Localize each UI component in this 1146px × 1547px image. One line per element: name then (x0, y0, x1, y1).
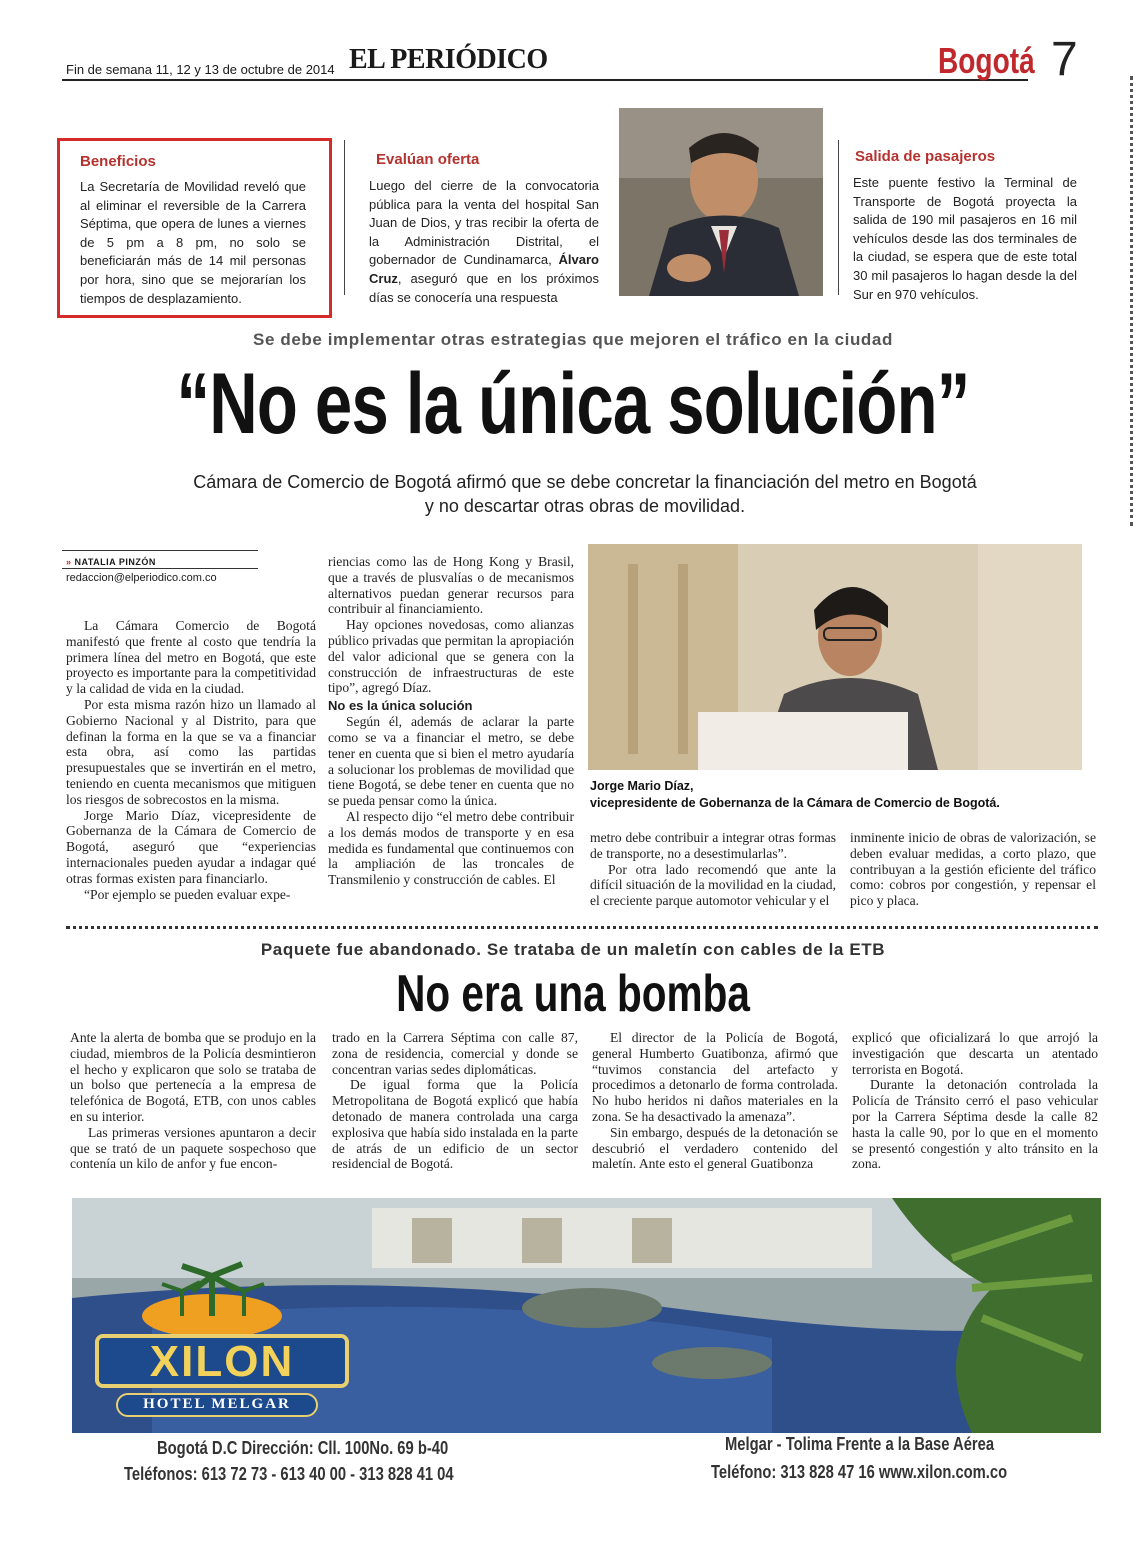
brief-title-beneficios: Beneficios (80, 153, 156, 170)
brief-separator (838, 140, 839, 295)
paragraph: inminente inicio de obras de valorización, se deben evaluar medidas, a corto plazo, que contribuyan a la gestión eficiente del tráfico como: cobros por congestión, y repensar el pico y placa. (850, 830, 1096, 909)
paragraph: Ante la alerta de bomba que se produjo en la ciudad, miembros de la Policía desmintieron el hecho y explicaron que solo se trataba de un bolso que pertenecía a la empresa de telefónica de Bogotá, ETB, con unos cables en su interior. (70, 1030, 316, 1124)
photo-caption (590, 778, 1070, 812)
paragraph: Durante la detonación controlada la Policía de Tránsito cerró el paso vehicular por la Carrera Séptima desde la calle 82 hasta la calle 90, por lo que en el momento se presentó congestión y alto tránsito en la zona. (852, 1077, 1098, 1172)
paragraph: “Por ejemplo se pueden evaluar expe- (84, 886, 291, 902)
portrait-photo-alvaro-cruz (619, 108, 823, 296)
brief-body-beneficios: La Secretaría de Movilidad reveló que al eliminar el reversible de la Carrera Séptima, que opera de lunes a viernes de 5 pm a 8 pm, no solo se beneficiarán más de 14 mil personas por hora, sino que se mejorarían los tiempos de desplazamiento. (80, 179, 306, 306)
caption-name: Jorge Mario Díaz, (590, 779, 694, 793)
brief-separator (344, 140, 345, 295)
main-column-4 (850, 830, 1096, 909)
author-email: redaccion@elperiodico.com.co (66, 572, 217, 584)
brief-body-salida: Este puente festivo la Terminal de Transporte de Bogotá proyecta la salida de 190 mil pasajeros en 16 mil vehículos desde las dos terminales de la ciudad, se espera que de este total 30 mil pasajeros lo hagan desde la del Sur en 970 vehículos. (853, 175, 1077, 302)
page-edge-perforation (1123, 76, 1133, 526)
second-column-2 (332, 1030, 578, 1172)
paragraph: Por esta misma razón hizo un llamado al Gobierno Nacional y al Distrito, para que definan la forma en la que se va a financiar esta obra, así como las partidas presupuestales que se invertirán en el metro, teniendo en cuenta mecanismos que mitiguen los riesgos de sobrecostos en la misma. (66, 696, 316, 807)
brief-title-salida: Salida de pasajeros (855, 148, 996, 165)
header-rule (62, 79, 1028, 81)
brief-title-evaluan: Evalúan oferta (376, 151, 480, 168)
main-headline: “No es la única solución” (176, 356, 970, 452)
paragraph: riencias como las de Hong Kong y Brasil, que a través de plusvalías o de mecanismos alternativos puedan generar recursos para contribuir al financiamiento. (328, 554, 574, 617)
main-column-3 (590, 830, 836, 909)
second-kicker: Paquete fue abandonado. Se trataba de un maletín con cables de la ETB (260, 940, 886, 959)
paragraph: Según él, además de aclarar la parte como se va a financiar el metro, se debe tener en cuenta que si bien el metro ayudaría a solucionar los problemas de movilidad que tiene Bogotá, se debe tener en cuenta que no se pueda pensar como la única. (328, 714, 574, 809)
page-number: 7 (1051, 33, 1078, 86)
hotel-brand: XILON (149, 1337, 295, 1386)
main-column-2 (328, 554, 574, 888)
paragraph: Las primeras versiones apuntaron a decir que se trató de un paquete sospechoso que contenía un kilo de anfor y fue encon- (70, 1124, 316, 1172)
second-column-3 (592, 1030, 838, 1172)
paragraph: metro debe contribuir a integrar otras formas de transporte, no a desestimularlas”. (590, 830, 836, 861)
byline: » NATALIA PINZÓN (66, 557, 156, 567)
paragraph: Por otra lado recomendó que ante la difícil situación de la movilidad en la ciudad, el creciente parque automotor vehicular y el (590, 861, 836, 909)
byline-rule (62, 568, 258, 569)
hotel-advertisement[interactable] (72, 1198, 1101, 1433)
paragraph: Sin embargo, después de la detonación se descubrió el verdadero contenido del maletín. Ante esto el general Guatibonza (592, 1124, 838, 1172)
paragraph: trado en la Carrera Séptima con calle 87, zona de residencia, comercial y donde se concentran varias sedes diplomáticas. (332, 1030, 578, 1077)
hotel-logo (72, 1246, 352, 1426)
ad-address-melgar: Melgar - Tolima Frente a la Base Aérea (725, 1434, 995, 1454)
ad-phone-web-melgar[interactable]: Teléfono: 313 828 47 16 www.xilon.com.co (711, 1462, 1008, 1482)
hotel-subtitle: HOTEL MELGAR (143, 1396, 291, 1412)
second-headline: No era una bomba (396, 965, 750, 1023)
issue-date: Fin de semana 11, 12 y 13 de octubre de 2014 (66, 62, 335, 77)
subheading: No es la única solución (328, 698, 473, 714)
main-deck: Cámara de Comercio de Bogotá afirmó que se debe concretar la financiación del metro en Bogotá y no descartar otras obras de movilidad. (193, 472, 977, 516)
paragraph: explicó que oficializará lo que arrojó la investigación que descarta un atentado terrorista en Bogotá. (852, 1030, 1098, 1077)
byline-rule (62, 550, 258, 551)
photo-jorge-mario-diaz (588, 544, 1082, 770)
second-column-1 (70, 1030, 316, 1172)
caption-role: vicepresidente de Gobernanza de la Cámara de Comercio de Bogotá. (590, 796, 1000, 810)
paragraph: El director de la Policía de Bogotá, general Humberto Guatibonza, afirmó que “tuvimos constancia del artefacto y procedimos a detonarlo de forma controlada. No hubo heridos ni daños materiales en la zona. Se ha desactivado la amenaza”. (592, 1030, 838, 1124)
newspaper-name: EL PERIÓDICO (349, 44, 548, 75)
paragraph: Hay opciones novedosas, como alianzas público privadas que permitan la apropiación del valor adicional que se genera con la construcción de infraestructuras de este tipo”, agregó Díaz. (328, 617, 574, 696)
ad-address-bogota: Bogotá D.C Dirección: Cll. 100No. 69 b-40 (157, 1438, 449, 1458)
paragraph: De igual forma que la Policía Metropolitana de Bogotá explicó que había detonado de manera controlada una carga explosiva que había sido instalada en la parte de atrás de un edificio de un sector residencial de Bogotá. (332, 1077, 578, 1172)
main-kicker: Se debe implementar otras estrategias que mejoren el tráfico en la ciudad (253, 330, 893, 349)
section-name: Bogotá (938, 40, 1035, 81)
paragraph: Al respecto dijo “el metro debe contribuir a los demás modos de transporte y en esa medida es fundamental que continuemos con la ampliación de las troncales de Transmilenio y construcción de cables. El (328, 808, 574, 888)
section-divider (66, 926, 1098, 929)
paragraph: Jorge Mario Díaz, vicepresidente de Gobernanza de la Cámara de Comercio de Bogotá, aseguró que “experiencias internacionales pueden ayudar a indagar qué otras formas existen para financiarlo. (66, 807, 316, 886)
main-column-1 (66, 618, 316, 902)
second-column-4 (852, 1030, 1098, 1172)
brief-body-evaluan: Luego del cierre de la convocatoria pública para la venta del hospital San Juan de Dios, y tras recibir la oferta de la Administración Distrital, el gobernador de Cundinamarca, Álvaro Cruz, aseguró que en los próximos días se conocería una respuesta (369, 178, 599, 305)
paragraph: La Cámara Comercio de Bogotá manifestó que frente al costo que tendría la primera línea del metro en Bogotá, que este proyecto es importante para la competitividad y la calidad de vida en la ciudad. (66, 618, 316, 697)
ad-phones-bogota: Teléfonos: 613 72 73 - 613 40 00 - 313 828 41 04 (124, 1464, 454, 1484)
